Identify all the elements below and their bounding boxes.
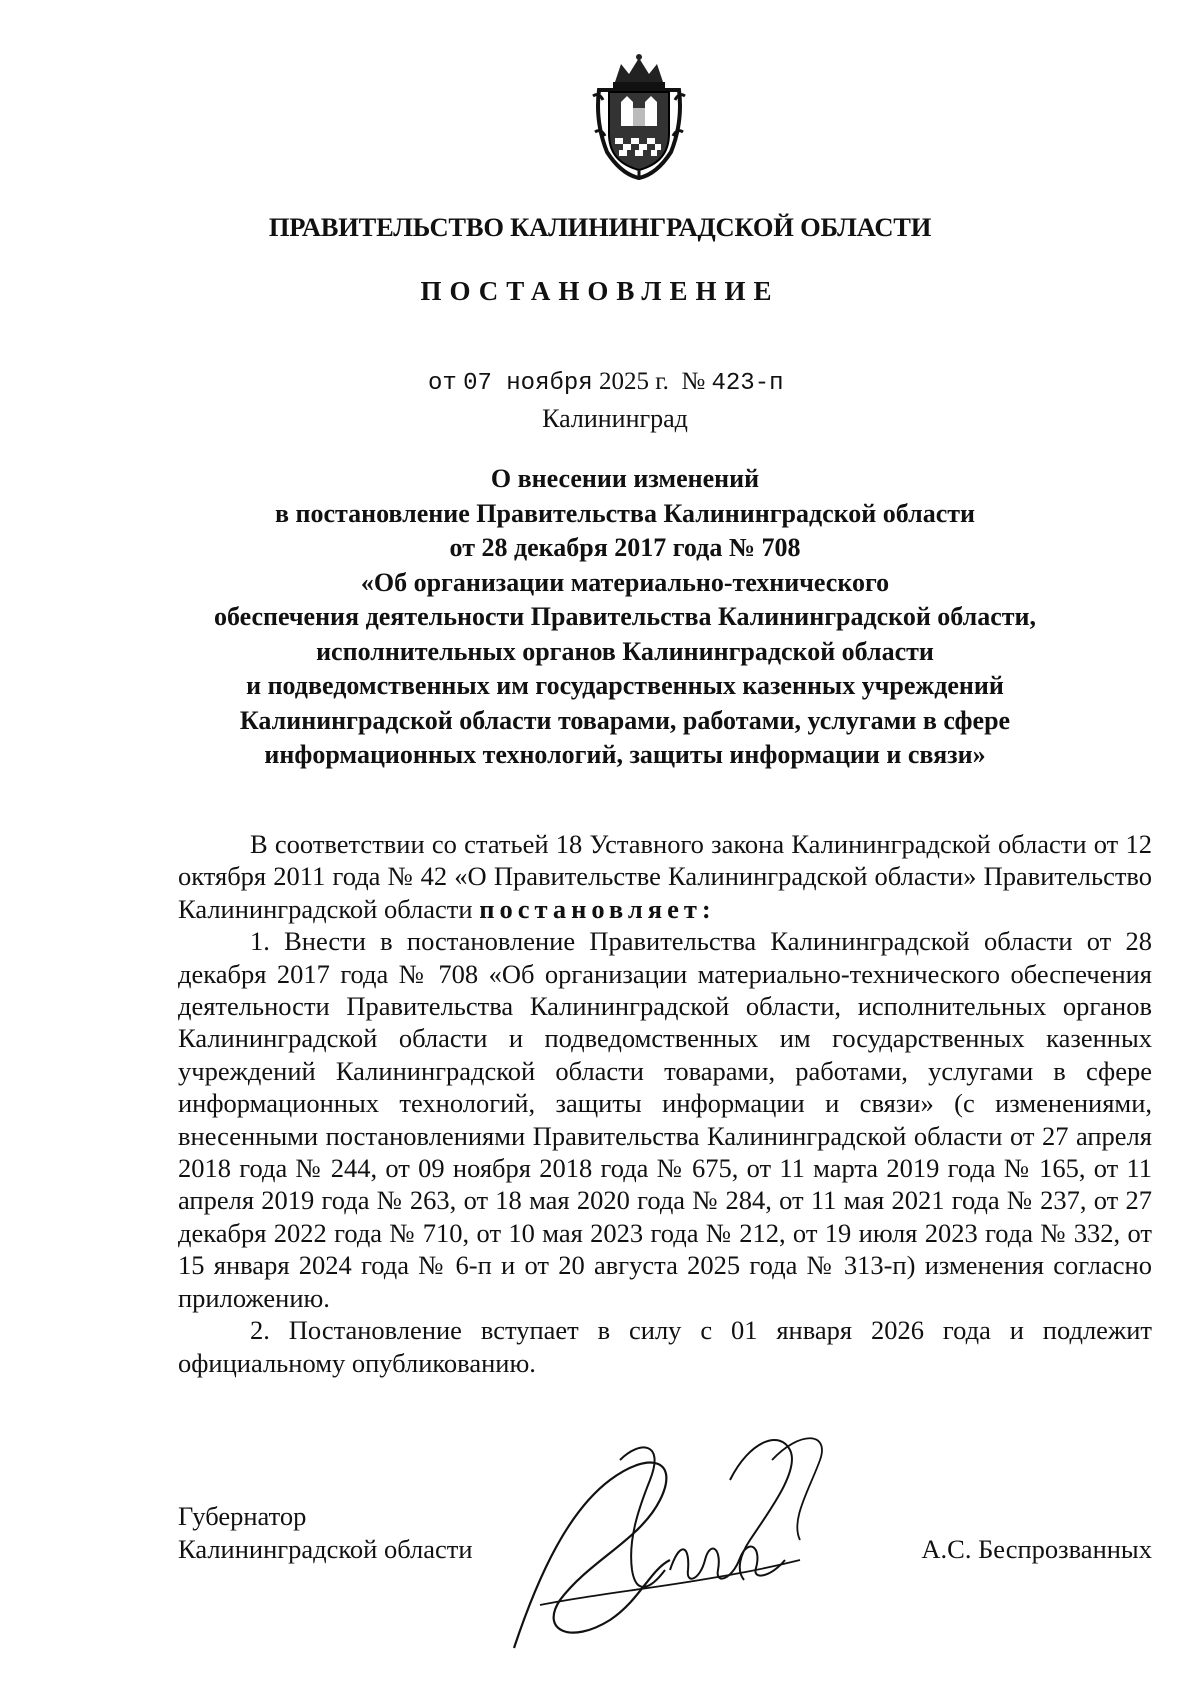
signatory-title-line1: Губернатор	[178, 1501, 307, 1531]
signatory-title	[178, 1500, 473, 1566]
date-year: 2025 г.	[598, 368, 669, 395]
preamble-paragraph	[178, 828, 1152, 925]
signatory-name: А.С. Беспрозванных	[921, 1534, 1152, 1564]
subject-line: от 28 декабря 2017 года № 708	[449, 533, 801, 562]
city: Калининград	[542, 404, 688, 433]
item-1-paragraph: 1. Внести в постановление Правительства Калининградской области от 28 декабря 2017 года № 708 «Об организации материально-технического обеспечения деятельности Правительства Калининградской области, исполнительных органов Калининградской области и подведомственных им государственных казенных учреждений Калининградской области товарами, работами, услугами в сфере информационных технологий, защиты информации и связи» (с изменениями, внесенными постановлениями Правительства Калининградской области от 27 апреля 2018 года № 244, от 09 ноября 2018 года № 675, от 11 марта 2019 года № 165, от 11 апреля 2019 года № 263, от 18 мая 2020 года № 284, от 11 мая 2021 года № 237, от 27 декабря 2022 года № 710, от 10 мая 2023 года № 212, от 19 июля 2023 года № 332, от 15 января 2024 года № 6-п и от 20 августа 2025 года № 313-п) изменения согласно приложению.	[178, 926, 1152, 1313]
coat-of-arms-icon	[591, 52, 687, 180]
handwritten-signature-icon	[500, 1420, 840, 1660]
subject-line: обеспечения деятельности Правительства Калининградской области,	[213, 602, 1037, 631]
preamble-verb: постановляет:	[479, 893, 716, 924]
signatory-title-line2: Калининградской области	[178, 1534, 473, 1564]
organization-name: ПРАВИТЕЛЬСТВО КАЛИНИНГРАДСКОЙ ОБЛАСТИ	[268, 212, 932, 242]
document-subject	[150, 462, 1100, 773]
document-number: 423-п	[711, 370, 784, 397]
date-number-line	[428, 368, 784, 397]
subject-line: и подведомственных им государственных казенных учреждений	[246, 671, 1004, 700]
date-prefix: от	[428, 370, 457, 397]
preamble-text: В соответствии со статьей 18 Уставного закона Калининградской области от 12 октября 2011 года № 42 «О Правительстве Калининградской области» Правительство Калининградской области	[178, 829, 1152, 924]
subject-line: «Об организации материально-технического	[360, 567, 890, 597]
item-2-paragraph: 2. Постановление вступает в силу с 01 января 2026 года и подлежит официальному опубликованию.	[178, 1315, 1152, 1378]
subject-line: информационных технологий, защиты информации и связи»	[264, 740, 986, 769]
document-body	[178, 828, 1152, 1379]
subject-line: О внесении изменений	[490, 464, 760, 493]
number-prefix: №	[681, 368, 706, 395]
subject-line: Калининградской области товарами, работами, услугами в сфере	[239, 705, 1011, 735]
date-day-month: 07 ноября	[463, 370, 593, 397]
subject-line: в постановление Правительства Калининградской области	[274, 498, 976, 528]
document-type: ПОСТАНОВЛЕНИЕ	[420, 276, 780, 306]
subject-line: исполнительных органов Калининградской области	[316, 636, 934, 666]
